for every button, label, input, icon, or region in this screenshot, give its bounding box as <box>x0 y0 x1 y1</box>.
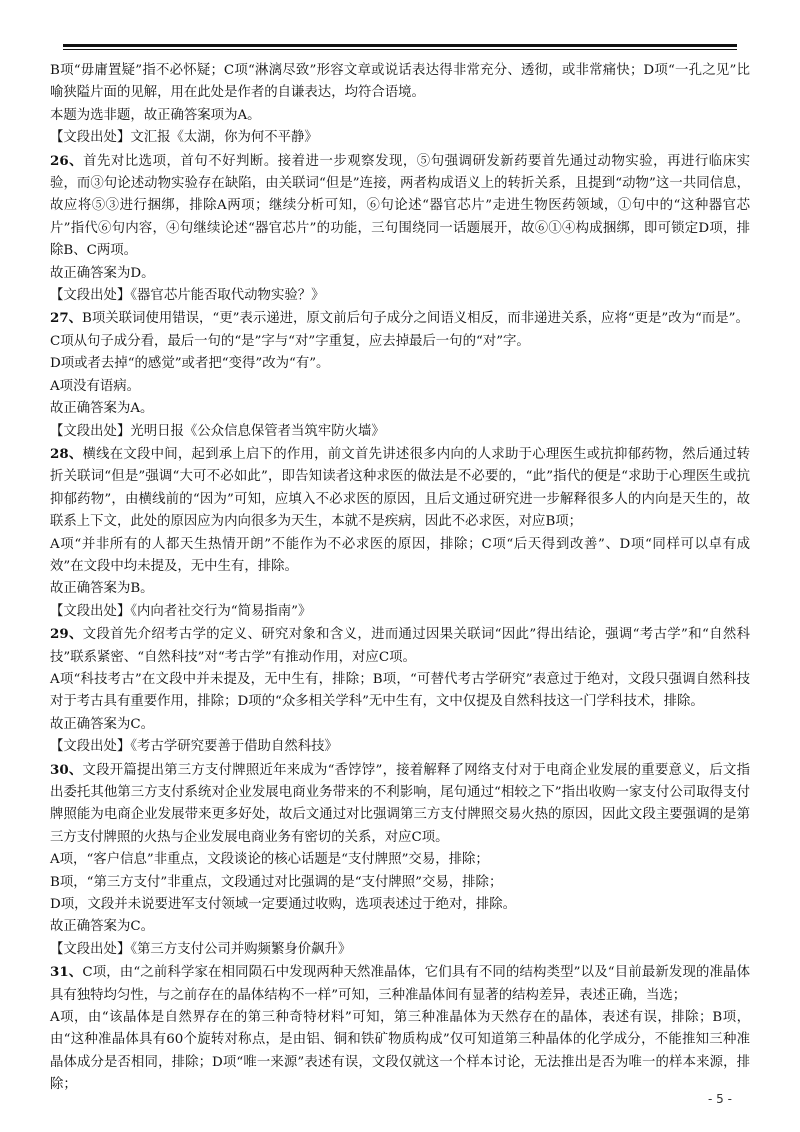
text-paragraph: A项，由“该晶体是自然界存在的第三种奇特材料”可知，第三种准晶体为天然存在的晶体，表述有误，排除；B项，由“这种准晶体具有60个旋转对称点，是由铝、铜和铁矿物质构成”仅可知道第三种晶体的化学成分，不能推知三种准晶体成分是否相同，排除；D项“唯一来源”表述有误，文段仅就这一个样本讨论，无法推出是否为唯一的样本来源，排除； <box>50 1010 750 1093</box>
explanation-text: 首先对比选项，首句不好判断。接着进一步观察发现，⑤句强调研发新药要首先通过动物实验，再进行临床实验，而③句论述动物实验存在缺陷，由关联词“但是”连接，两者构成语义上的转折关系，且提到“动物”这一共同信息，故应将⑤③进行捆绑，排除A两项；继续分析可知，⑥句论述“器官芯片”走进生物医药领域，①句中的“这种器官芯片”指代⑥句内容，④句继续论述“器官芯片”的功能，三句围绕同一话题展开，故⑥①④构成捆绑，即可锁定D项，排除B、C两项。 <box>50 153 750 259</box>
text-paragraph: 【文段出处】《器官芯片能否取代动物实验？》 <box>50 288 325 304</box>
text-paragraph: 【文段出处】《第三方支付公司并购频繁身价飙升》 <box>50 941 352 957</box>
text-paragraph: 故正确答案为B。 <box>50 581 154 597</box>
text-paragraph: 故正确答案为C。 <box>50 716 154 732</box>
text-paragraph: A项“科技考古”在文段中并未提及，无中生有，排除；B项，“可替代考古学研究”表意过于绝对，文段只强调自然科技对于考古具有重要作用，排除；D项的“众多相关学科”无中生有，文中仅提及自然科技这一门学科技术，排除。 <box>50 671 750 710</box>
text-paragraph: 【文段出处】文汇报《太湖，你为何不平静》 <box>50 130 318 146</box>
text-paragraph: 本题为选非题，故正确答案项为A。 <box>50 107 261 123</box>
answer-explanation <box>50 150 750 263</box>
explanation-text: B项关联词使用错误，“更”表示递进，原文前后句子成分之间语义相反，而非递进关系，应将“更是”改为“而是”。 <box>82 311 749 327</box>
document-body <box>50 60 750 1097</box>
text-paragraph: 【文段出处】《内向者社交行为“简易指南”》 <box>50 603 312 619</box>
answer-explanation <box>50 443 750 534</box>
text-paragraph: 【文段出处】《考古学研究要善于借助自然科技》 <box>50 739 338 755</box>
text-paragraph: 故正确答案为C。 <box>50 919 154 935</box>
text-paragraph: A项“并非所有的人都天生热情开朗”不能作为不必求医的原因，排除；C项“后天得到改善”、D项“同样可以卓有成效”在文段中均未提及，无中生有，排除。 <box>50 536 750 574</box>
question-number: 28、 <box>50 445 83 462</box>
text-paragraph: D项，文段并未说要进军支付领域一定要通过收购，选项表述过于绝对，排除。 <box>50 897 517 913</box>
question-number: 29、 <box>50 626 83 643</box>
question-number: 26、 <box>50 152 84 169</box>
text-paragraph: A项，“客户信息”非重点，文段谈论的核心话题是“支付牌照”交易，排除； <box>50 852 489 868</box>
text-paragraph: D项或者去掉“的感觉”或者把“变得”改为“有”。 <box>50 356 330 372</box>
answer-explanation <box>50 307 750 330</box>
question-number: 31、 <box>50 964 83 981</box>
page-number: - 5 - <box>708 1092 732 1106</box>
text-paragraph: 故正确答案为D。 <box>50 265 155 281</box>
answer-explanation <box>50 623 750 669</box>
text-paragraph: C项从句子成分看，最后一句的“是”字与“对”字重复，应去掉最后一句的“对”字。 <box>50 333 530 349</box>
text-paragraph: B项“毋庸置疑”指不必怀疑；C项“淋漓尽致”形容文章或说话表达得非常充分、透彻，或非常痛快；D项“一孔之见”比喻狭隘片面的见解，用在此处是作者的自谦表达，均符合语境。 <box>50 63 750 101</box>
question-number: 30、 <box>50 761 83 778</box>
explanation-text: 文段开篇提出第三方支付牌照近年来成为“香饽饽”，接着解释了网络支付对于电商企业发展的重要意义，后文指出委托其他第三方支付系统对企业发展电商业务带来的不利影响，尾句通过“相较之下”指出收购一家支付公司取得支付牌照能为电商企业发展带来更多好处，故后文通过对比强调第三方支付牌照交易火热的原因，因此文段主要强调的是第三方支付牌照的火热与企业发展电商业务有密切的关系，对应C项。 <box>50 762 750 845</box>
explanation-text: C项，由“之前科学家在相同陨石中发现两种天然准晶体，它们具有不同的结构类型”以及“目前最新发现的准晶体具有独特均匀性，与之前存在的晶体结构不一样”可知，三种准晶体间有显著的结构差异，表述正确，当选； <box>50 965 750 1003</box>
text-paragraph: 故正确答案为A。 <box>50 401 154 417</box>
answer-explanation <box>50 961 750 1007</box>
text-paragraph: A项没有语病。 <box>50 378 141 394</box>
question-number: 27、 <box>50 310 83 327</box>
explanation-text: 横线在文段中间，起到承上启下的作用，前文首先讲述很多内向的人求助于心理医生或抗抑郁药物，然后通过转折关联词“但是”强调“大可不必如此”，即告知读者这种求医的做法是不必要的，“此”指代的便是“求助于心理医生或抗抑郁药物”，由横线前的“因为”可知，应填入不必求医的原因，且后文通过研究进一步解释很多人的内向是天生的，故联系上下文，此处的原因应为内向很多为天生，本就不是疾病，因此不必求医，对应B项； <box>50 446 750 530</box>
answer-explanation <box>50 759 750 850</box>
text-paragraph: 【文段出处】光明日报《公众信息保管者当筑牢防火墙》 <box>50 423 385 439</box>
text-paragraph: B项，“第三方支付”非重点，文段通过对比强调的是“支付牌照”交易，排除； <box>50 874 503 890</box>
header-rule-thin <box>63 49 737 50</box>
header-rule-thick <box>63 44 737 47</box>
explanation-text: 文段首先介绍考古学的定义、研究对象和含义，进而通过因果关联词“因此”得出结论，强调“考古学”和“自然科技”联系紧密、“自然科技”对“考古学”有推动作用，对应C项。 <box>50 627 750 665</box>
